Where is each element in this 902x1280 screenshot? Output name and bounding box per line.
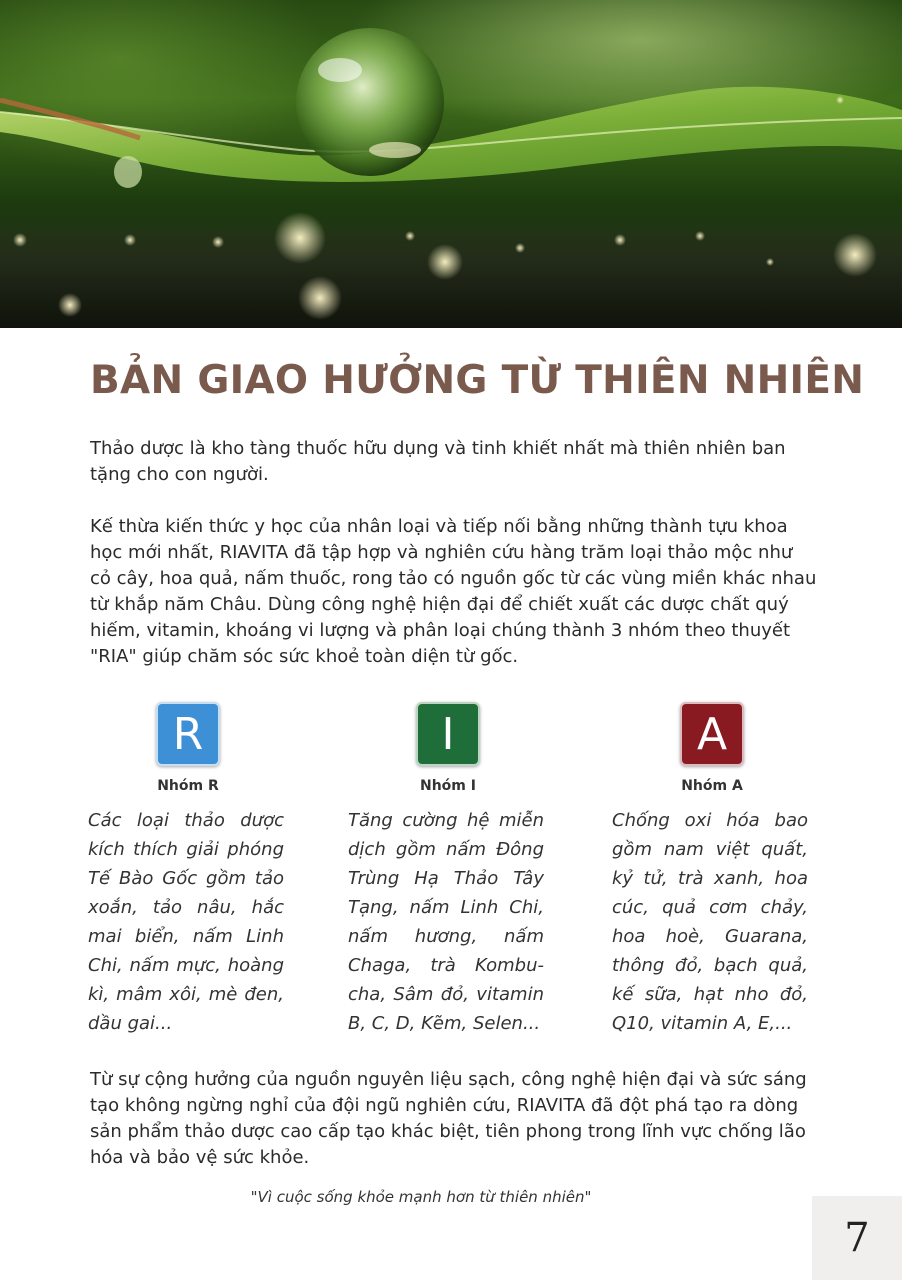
group-label: Nhóm I — [420, 778, 476, 794]
page-title: BẢN GIAO HƯỞNG TỪ THIÊN NHIÊN — [90, 358, 865, 403]
closing-paragraph: Từ sự cộng hưởng của nguồn nguyên liệu sạch, công nghệ hiện đại và sức sáng tạo không ngừng nghỉ của đội ngũ nghiên cứu, RIAVITA đã đột phá tạo ra dòng sản phẩm thảo dược cao cấp tạo khác biệt, tiên phong trong lĩnh vực chống lão hóa và bảo vệ sức khỏe. — [90, 1069, 807, 1168]
slogan-quote: "Vì cuộc sống khỏe mạnh hơn từ thiên nhiên" — [250, 1188, 592, 1206]
group-description: Chống oxi hóa bao gồm nam việt quất, kỷ tử, trà xanh, hoa cúc, quả cơm chảy, hoa hoè, Guarana, thông đỏ, bạch quả, kế sữa, hạt nho đỏ, Q10, vitamin A, E,... — [612, 810, 808, 1034]
group-description: Tăng cường hệ miễn dịch gồm nấm Đông Trùng Hạ Thảo Tây Tạng, nấm Linh Chi, nấm hương, nấm Chaga, trà Kombu-cha, Sâm đỏ, vitamin B, C, D, Kẽm, Selen... — [348, 810, 544, 1034]
intro-paragraph: Kế thừa kiến thức y học của nhân loại và tiếp nối bằng những thành tựu khoa học mới nhất, RIAVITA đã tập hợp và nghiên cứu hàng trăm loại thảo mộc như cỏ cây, hoa quả, nấm thuốc, rong tảo có nguồn gốc từ các vùng miền khác nhau từ khắp năm Châu. Dùng công nghệ hiện đại để chiết xuất các dược chất quý hiếm, vitamin, khoáng vi lượng và phân loại chúng thành 3 nhóm theo thuyết "RIA" giúp chăm sóc sức khoẻ toàn diện từ gốc. — [90, 516, 817, 667]
group-r — [88, 702, 288, 1038]
group-i — [348, 702, 548, 1038]
hero-photo-leaf-water-droplet — [0, 0, 902, 328]
group-a — [612, 702, 812, 1038]
group-a-badge: A — [680, 702, 744, 766]
leaf-droplet-illustration — [0, 0, 902, 328]
group-r-badge: R — [156, 702, 220, 766]
group-description: Các loại thảo dược kích thích giải phóng Tế Bào Gốc gồm tảo xoắn, tảo nâu, hắc mai biển, nấm Linh Chi, nấm mực, hoàng kì, mâm xôi, mè đen, dầu gai... — [88, 810, 284, 1034]
intro-paragraph: Thảo dược là kho tàng thuốc hữu dụng và tinh khiết nhất mà thiên nhiên ban tặng cho con người. — [90, 438, 786, 485]
group-i-badge: I — [416, 702, 480, 766]
page-number: 7 — [812, 1196, 902, 1280]
group-label: Nhóm A — [681, 778, 743, 794]
group-label: Nhóm R — [157, 778, 219, 794]
